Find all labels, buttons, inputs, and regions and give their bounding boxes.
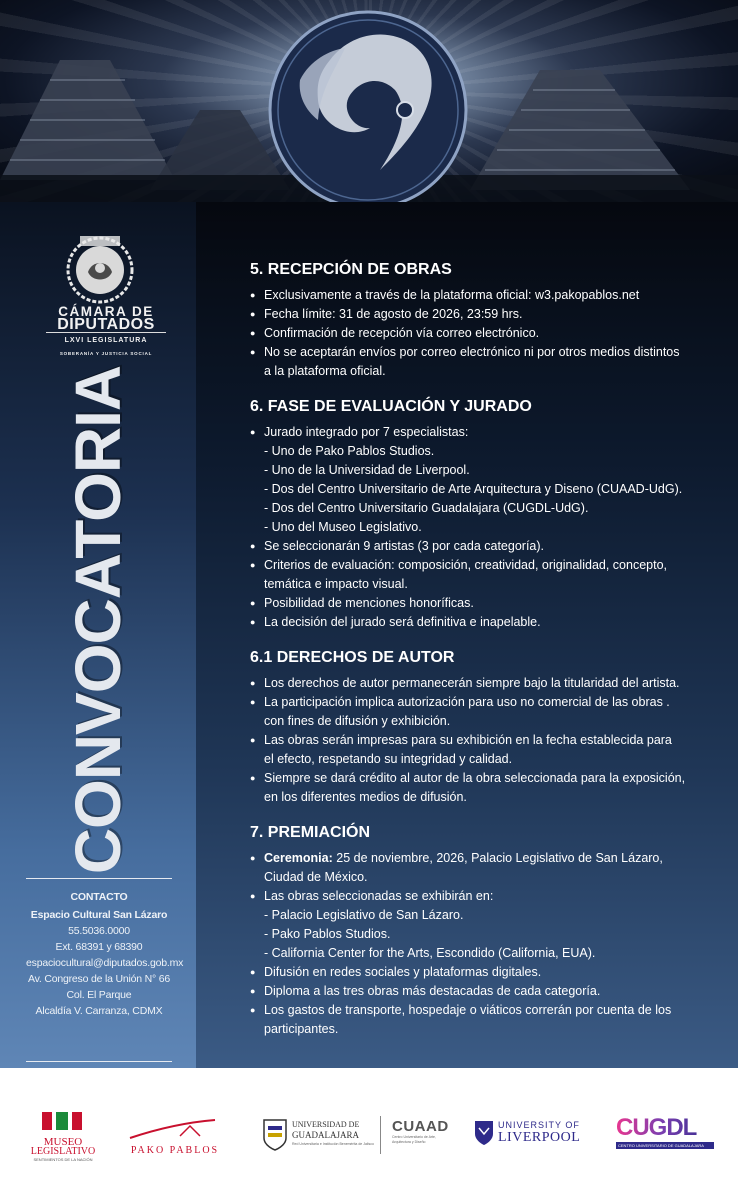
bullet-list bbox=[250, 674, 710, 807]
list-item-text: Diploma a las tres obras más destacadas de cada categoría. bbox=[264, 984, 601, 998]
list-item-text: - Uno de Pako Pablos Studios. bbox=[264, 444, 435, 458]
museo-legislativo-logo bbox=[28, 1110, 98, 1160]
list-item bbox=[250, 537, 710, 556]
bullet-list bbox=[250, 286, 710, 381]
udg-line-1: UNIVERSIDAD DE bbox=[292, 1120, 360, 1129]
list-item bbox=[250, 693, 710, 712]
pako-pablos-logo bbox=[120, 1118, 230, 1156]
list-item-text: temática e impacto visual. bbox=[264, 577, 408, 591]
list-item-text: Posibilidad de menciones honoríficas. bbox=[264, 596, 474, 610]
list-item bbox=[250, 906, 710, 925]
contact-address-3: Alcaldía V. Carranza, CDMX bbox=[35, 1005, 163, 1017]
contact-address-2: Col. El Parque bbox=[66, 989, 132, 1001]
list-item-text: - Uno del Museo Legislativo. bbox=[264, 520, 422, 534]
liverpool-logo bbox=[474, 1118, 592, 1152]
list-item bbox=[250, 362, 710, 381]
list-item bbox=[250, 750, 710, 769]
cugdl-text: CUGDL bbox=[616, 1114, 716, 1142]
section bbox=[250, 260, 710, 381]
contact-name: Espacio Cultural San Lázaro bbox=[30, 909, 168, 921]
contact-box bbox=[26, 878, 184, 1062]
udg-line-2: GUADALAJARA bbox=[292, 1130, 359, 1140]
contact-email: espaciocultural@diputados.gob.mx bbox=[26, 957, 184, 969]
list-item bbox=[250, 982, 710, 1001]
museo-line-3: SENTIMIENTOS DE LA NACIÓN bbox=[33, 1157, 93, 1162]
list-item-text: Fecha límite: 31 de agosto de 2026, 23:59 hrs. bbox=[264, 307, 523, 321]
list-item bbox=[250, 324, 710, 343]
liverpool-line-2: LIVERPOOL bbox=[498, 1130, 581, 1145]
list-item-bold: Ceremonia: bbox=[264, 851, 333, 865]
section-title: 6. FASE DE EVALUACIÓN Y JURADO bbox=[250, 398, 532, 415]
museo-building-icon bbox=[28, 1110, 98, 1132]
bullet-list bbox=[250, 423, 710, 632]
logo-line-4: SOBERANÍA Y JUSTICIA SOCIAL bbox=[59, 351, 153, 356]
cugdl-logo bbox=[616, 1114, 716, 1154]
list-item-text: participantes. bbox=[264, 1022, 339, 1036]
list-item-text: en los diferentes medios de difusión. bbox=[264, 790, 467, 804]
logo-divider bbox=[380, 1116, 381, 1154]
list-item bbox=[250, 499, 710, 518]
list-item-text: Se seleccionarán 9 artistas (3 por cada categoría). bbox=[264, 539, 545, 553]
list-item-text: La participación implica autorización para uso no comercial de las obras . bbox=[264, 695, 670, 709]
list-item bbox=[250, 518, 710, 537]
list-item-text: 25 de noviembre, 2026, Palacio Legislativo de San Lázaro, bbox=[332, 851, 663, 865]
list-item-text: - Palacio Legislativo de San Lázaro. bbox=[264, 908, 464, 922]
cuaad-logo bbox=[392, 1118, 452, 1154]
list-item bbox=[250, 868, 710, 887]
list-item-text: - Pako Pablos Studios. bbox=[264, 927, 391, 941]
footer-logos bbox=[0, 1068, 738, 1200]
list-item-text: Siempre se dará crédito al autor de la obra seleccionada para la exposición, bbox=[264, 771, 686, 785]
list-item bbox=[250, 305, 710, 324]
logo-line-1: CÁMARA DE bbox=[58, 304, 154, 319]
liverpool-line-1: UNIVERSITY OF bbox=[498, 1120, 580, 1130]
section bbox=[250, 397, 710, 632]
hero-illustration bbox=[0, 0, 738, 202]
list-item bbox=[250, 613, 710, 632]
hero-banner bbox=[0, 0, 738, 202]
list-item bbox=[250, 1001, 710, 1020]
list-item-text: - Uno de la Universidad de Liverpool. bbox=[264, 463, 470, 477]
list-item bbox=[250, 788, 710, 807]
section bbox=[250, 648, 710, 807]
contact-heading: CONTACTO bbox=[70, 891, 128, 903]
camara-diputados-seal-icon bbox=[60, 232, 140, 306]
list-item bbox=[250, 963, 710, 982]
list-item bbox=[250, 442, 710, 461]
contact-phone: 55.5036.0000 bbox=[68, 925, 130, 937]
camara-diputados-logo-text bbox=[46, 305, 166, 360]
section-title: 5. RECEPCIÓN DE OBRAS bbox=[250, 261, 452, 278]
list-item-text: con fines de difusión y exhibición. bbox=[264, 714, 451, 728]
list-item bbox=[250, 674, 710, 693]
pako-text: PAKO PABLOS bbox=[130, 1145, 220, 1156]
list-item bbox=[250, 594, 710, 613]
list-item bbox=[250, 556, 710, 575]
list-item-text: Los gastos de transporte, hospedaje o viáticos correrán por cuenta de los bbox=[264, 1003, 672, 1017]
list-item bbox=[250, 944, 710, 963]
list-item bbox=[250, 1020, 710, 1039]
list-item bbox=[250, 343, 710, 362]
list-item bbox=[250, 575, 710, 594]
list-item bbox=[250, 286, 710, 305]
list-item bbox=[250, 887, 710, 906]
list-item-text: Los derechos de autor permanecerán siempre bajo la titularidad del artista. bbox=[264, 676, 680, 690]
list-item-text: La decisión del jurado será definitiva e inapelable. bbox=[264, 615, 541, 629]
museo-line-2: LEGISLATIVO bbox=[30, 1146, 96, 1157]
list-item bbox=[250, 731, 710, 750]
content-area bbox=[250, 260, 710, 1055]
list-item bbox=[250, 480, 710, 499]
list-item bbox=[250, 423, 710, 442]
cugdl-sub: CENTRO UNIVERSITARIO DE GUADALAJARA bbox=[616, 1142, 714, 1149]
list-item-text: Ciudad de México. bbox=[264, 870, 368, 884]
logo-line-3: LXVI LEGISLATURA bbox=[46, 332, 166, 347]
list-item bbox=[250, 849, 710, 868]
udg-logo bbox=[262, 1116, 372, 1156]
liverpool-shield-icon bbox=[474, 1120, 494, 1146]
udg-shield-icon bbox=[262, 1118, 288, 1152]
list-item-text: Criterios de evaluación: composición, creatividad, originalidad, concepto, bbox=[264, 558, 667, 572]
section-title: 7. PREMIACIÓN bbox=[250, 824, 371, 841]
museo-line-1: MUSEO bbox=[43, 1136, 83, 1148]
list-item-text: - Dos del Centro Universitario de Arte Arquitectura y Diseno (CUAAD-UdG). bbox=[264, 482, 683, 496]
vertical-title: CONVOCATORIA bbox=[62, 365, 134, 875]
list-item bbox=[250, 925, 710, 944]
section-title: 6.1 DERECHOS DE AUTOR bbox=[250, 649, 455, 666]
list-item-text: Confirmación de recepción vía correo electrónico. bbox=[264, 326, 540, 340]
list-item-text: - California Center for the Arts, Escondido (California, EUA). bbox=[264, 946, 596, 960]
udg-line-3: Red Universitaria e Institución Benemérita de Jalisco bbox=[292, 1142, 374, 1146]
list-item bbox=[250, 461, 710, 480]
list-item-text: Las obras seleccionadas se exhibirán en: bbox=[264, 889, 494, 903]
cuaad-sub: Centro Universitario de Arte, Arquitectura y Diseño bbox=[392, 1135, 436, 1144]
pako-swoosh-icon bbox=[120, 1118, 230, 1140]
list-item-text: el efecto, respetando su integridad y calidad. bbox=[264, 752, 513, 766]
list-item-text: Jurado integrado por 7 especialistas: bbox=[264, 425, 469, 439]
contact-ext: Ext. 68391 y 68390 bbox=[55, 941, 143, 953]
list-item-text: Difusión en redes sociales y plataformas digitales. bbox=[264, 965, 542, 979]
list-item-text: - Dos del Centro Universitario Guadalajara (CUGDL-UdG). bbox=[264, 501, 589, 515]
contact-address-1: Av. Congreso de la Unión N° 66 bbox=[28, 973, 170, 985]
list-item bbox=[250, 712, 710, 731]
cuaad-text: CUAAD bbox=[392, 1118, 449, 1135]
list-item-text: Exclusivamente a través de la plataforma oficial: w3.pakopablos.net bbox=[264, 288, 640, 302]
bullet-list bbox=[250, 849, 710, 1039]
section bbox=[250, 823, 710, 1039]
list-item-text: a la plataforma oficial. bbox=[264, 364, 386, 378]
list-item bbox=[250, 769, 710, 788]
logo-line-2: DIPUTADOS bbox=[57, 316, 155, 333]
list-item-text: No se aceptarán envíos por correo electrónico ni por otros medios distintos bbox=[264, 345, 680, 359]
list-item-text: Las obras serán impresas para su exhibición en la fecha establecida para bbox=[264, 733, 672, 747]
